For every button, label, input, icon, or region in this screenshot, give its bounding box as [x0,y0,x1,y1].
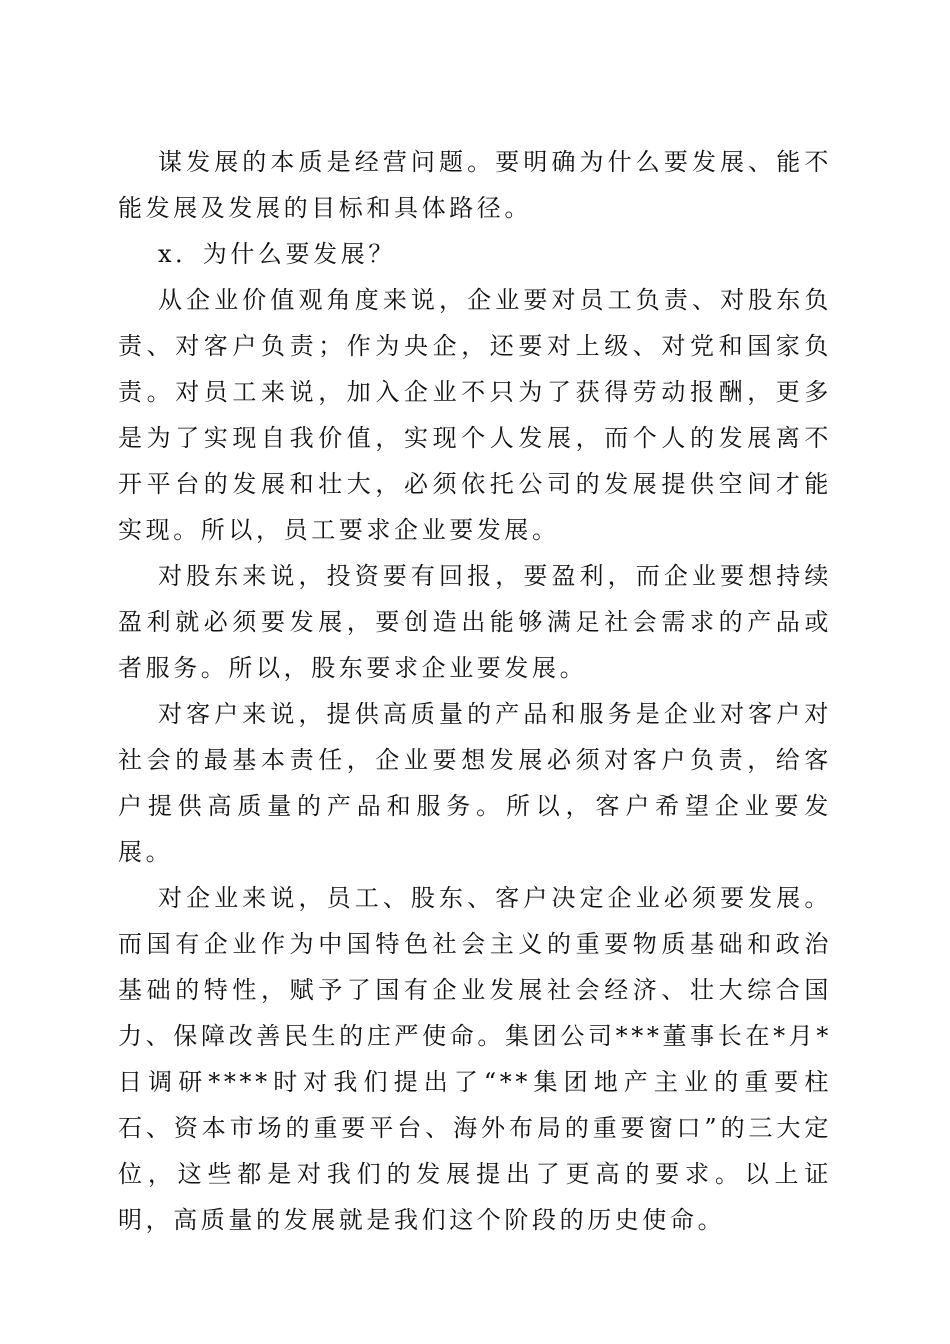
paragraph-enterprise: 对企业来说，员工、股东、客户决定企业必须要发展。而国有企业作为中国特色社会主义的重要物质基础和政治基础的特性，赋予了国有企业发展社会经济、壮大综合国力、保障改善民生的庄严使命。集团公司***董事长在*月*日调研****时对我们提出了“**集团地产主业的重要柱石、资本市场的重要平台、海外布局的重要窗口”的三大定位，这些都是对我们的发展提出了更高的要求。以上证明，高质量的发展就是我们这个阶段的历史使命。 [118,884,832,1234]
section-heading: x．为什么要发展？ [158,240,396,268]
paragraph-customers: 对客户来说，提供高质量的产品和服务是企业对客户对社会的最基本责任，企业要想发展必须对客户负责，给客户提供高质量的产品和服务。所以，客户希望企业要发展。 [118,700,832,866]
paragraph-intro: 谋发展的本质是经营问题。要明确为什么要发展、能不能发展及发展的目标和具体路径。 [118,148,832,222]
document-page [118,139,832,1243]
paragraph-employees: 从企业价值观角度来说，企业要对员工负责、对股东负责、对客户负责；作为央企，还要对上级、对党和国家负责。对员工来说，加入企业不只为了获得劳动报酬，更多是为了实现自我价值，实现个人发展，而个人的发展离不开平台的发展和壮大，必须依托公司的发展提供空间才能实现。所以，员工要求企业要发展。 [118,286,832,544]
paragraph-shareholders: 对股东来说，投资要有回报，要盈利，而企业要想持续盈利就必须要发展，要创造出能够满足社会需求的产品或者服务。所以，股东要求企业要发展。 [118,562,832,682]
